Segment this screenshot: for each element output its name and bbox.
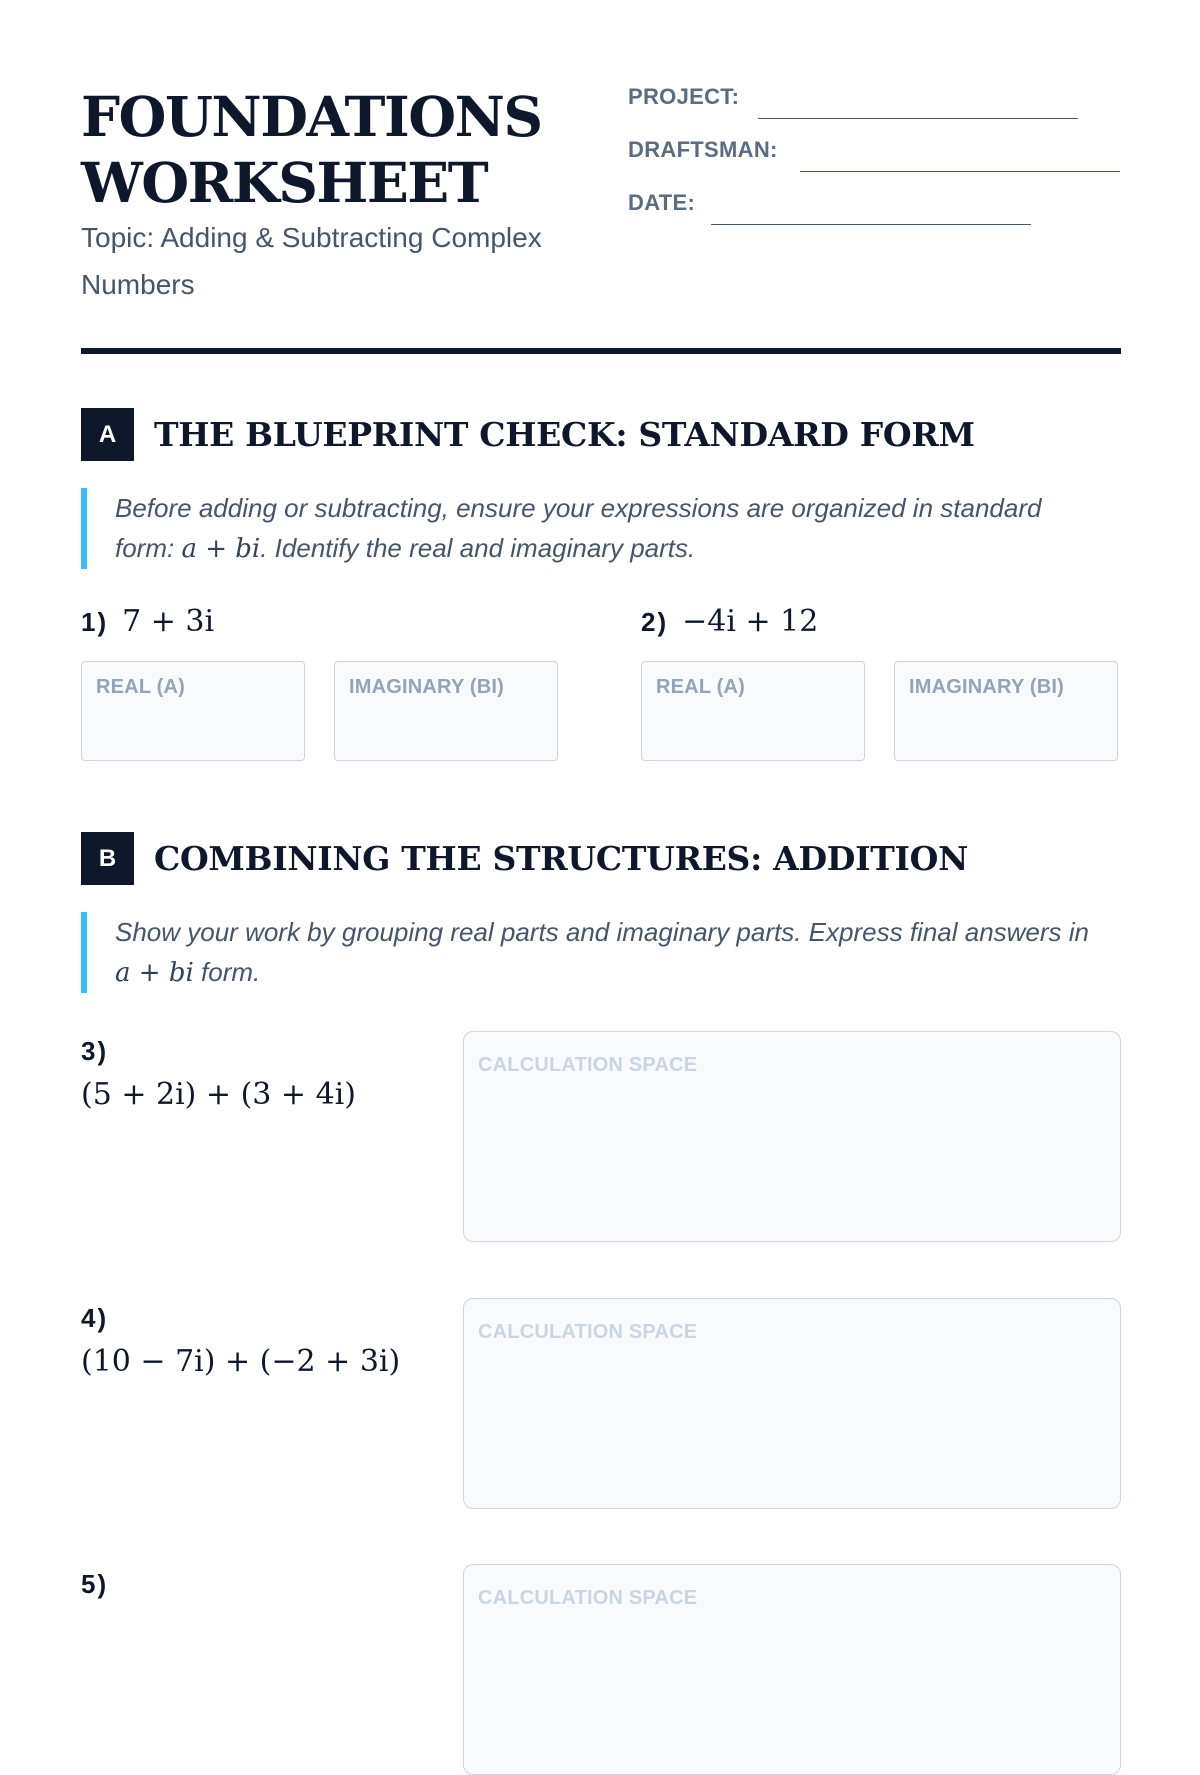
problem-2 bbox=[641, 604, 818, 639]
project-blank-line[interactable] bbox=[758, 118, 1078, 119]
worksheet-page bbox=[81, 0, 1121, 1609]
draftsman-field bbox=[628, 137, 1128, 190]
section-b-instruction bbox=[81, 912, 1095, 993]
problem-2-number: 2) bbox=[641, 607, 669, 637]
standard-form-math: a + bi bbox=[181, 534, 261, 564]
draftsman-blank-line[interactable] bbox=[800, 171, 1120, 172]
header-divider bbox=[81, 348, 1121, 354]
header-fields bbox=[628, 84, 1128, 243]
project-field bbox=[628, 84, 1128, 137]
section-a-instruction bbox=[81, 488, 1095, 569]
problem-1-number: 1) bbox=[81, 607, 109, 637]
section-a-title: THE BLUEPRINT CHECK: STANDARD FORM bbox=[154, 415, 975, 454]
section-a-header bbox=[81, 408, 1121, 462]
problem-1-expression: 7 + 3i bbox=[122, 604, 215, 639]
draftsman-label: DRAFTSMAN: bbox=[628, 137, 778, 162]
imaginary-label: IMAGINARY (BI) bbox=[349, 676, 505, 698]
imaginary-label: IMAGINARY (BI) bbox=[909, 676, 1065, 698]
real-label: REAL (A) bbox=[656, 676, 746, 698]
problem-1 bbox=[81, 604, 214, 639]
problem-1-imaginary-box[interactable] bbox=[334, 661, 558, 761]
worksheet-title bbox=[81, 84, 641, 216]
calculation-label: CALCULATION SPACE bbox=[478, 1587, 698, 1609]
standard-form-math: a + bi bbox=[115, 958, 194, 988]
problem-2-expression: −4i + 12 bbox=[682, 604, 819, 639]
section-b-badge: B bbox=[81, 832, 134, 885]
problem-3-expression: (5 + 2i) + (3 + 4i) bbox=[81, 1077, 356, 1112]
problem-1-real-box[interactable] bbox=[81, 661, 305, 761]
problem-5-calculation-box[interactable] bbox=[463, 1564, 1121, 1775]
problem-5-number: 5) bbox=[81, 1569, 109, 1599]
date-field bbox=[628, 190, 1128, 243]
title-line-2: WORKSHEET bbox=[81, 150, 488, 215]
project-label: PROJECT: bbox=[628, 84, 740, 109]
section-b-instruction-pre: Show your work by grouping real parts and imaginary parts. Express final answers in bbox=[115, 917, 1090, 947]
date-blank-line[interactable] bbox=[711, 224, 1031, 225]
problem-3-calculation-box[interactable] bbox=[463, 1031, 1121, 1242]
title-line-1: FOUNDATIONS bbox=[81, 84, 542, 149]
calculation-label: CALCULATION SPACE bbox=[478, 1321, 698, 1343]
calculation-label: CALCULATION SPACE bbox=[478, 1054, 698, 1076]
problem-3-number: 3) bbox=[81, 1036, 109, 1066]
section-b-header bbox=[81, 832, 1121, 886]
topic-subtitle: Topic: Adding & Subtracting Complex Numbers bbox=[81, 222, 542, 300]
section-b-title: COMBINING THE STRUCTURES: ADDITION bbox=[154, 839, 968, 878]
section-a-badge: A bbox=[81, 408, 134, 461]
section-a-instruction-post: . Identify the real and imaginary parts. bbox=[260, 533, 696, 563]
section-b-instruction-post: form. bbox=[193, 957, 261, 987]
problem-2-imaginary-box[interactable] bbox=[894, 661, 1118, 761]
problem-4-calculation-box[interactable] bbox=[463, 1298, 1121, 1509]
real-label: REAL (A) bbox=[96, 676, 186, 698]
problem-4-expression: (10 − 7i) + (−2 + 3i) bbox=[81, 1344, 401, 1379]
problem-4-number: 4) bbox=[81, 1303, 109, 1333]
date-label: DATE: bbox=[628, 190, 696, 215]
problem-2-real-box[interactable] bbox=[641, 661, 865, 761]
section-a-instruction-pre: Before adding or subtracting, ensure your expressions are organized in standard form: bbox=[115, 493, 1042, 563]
